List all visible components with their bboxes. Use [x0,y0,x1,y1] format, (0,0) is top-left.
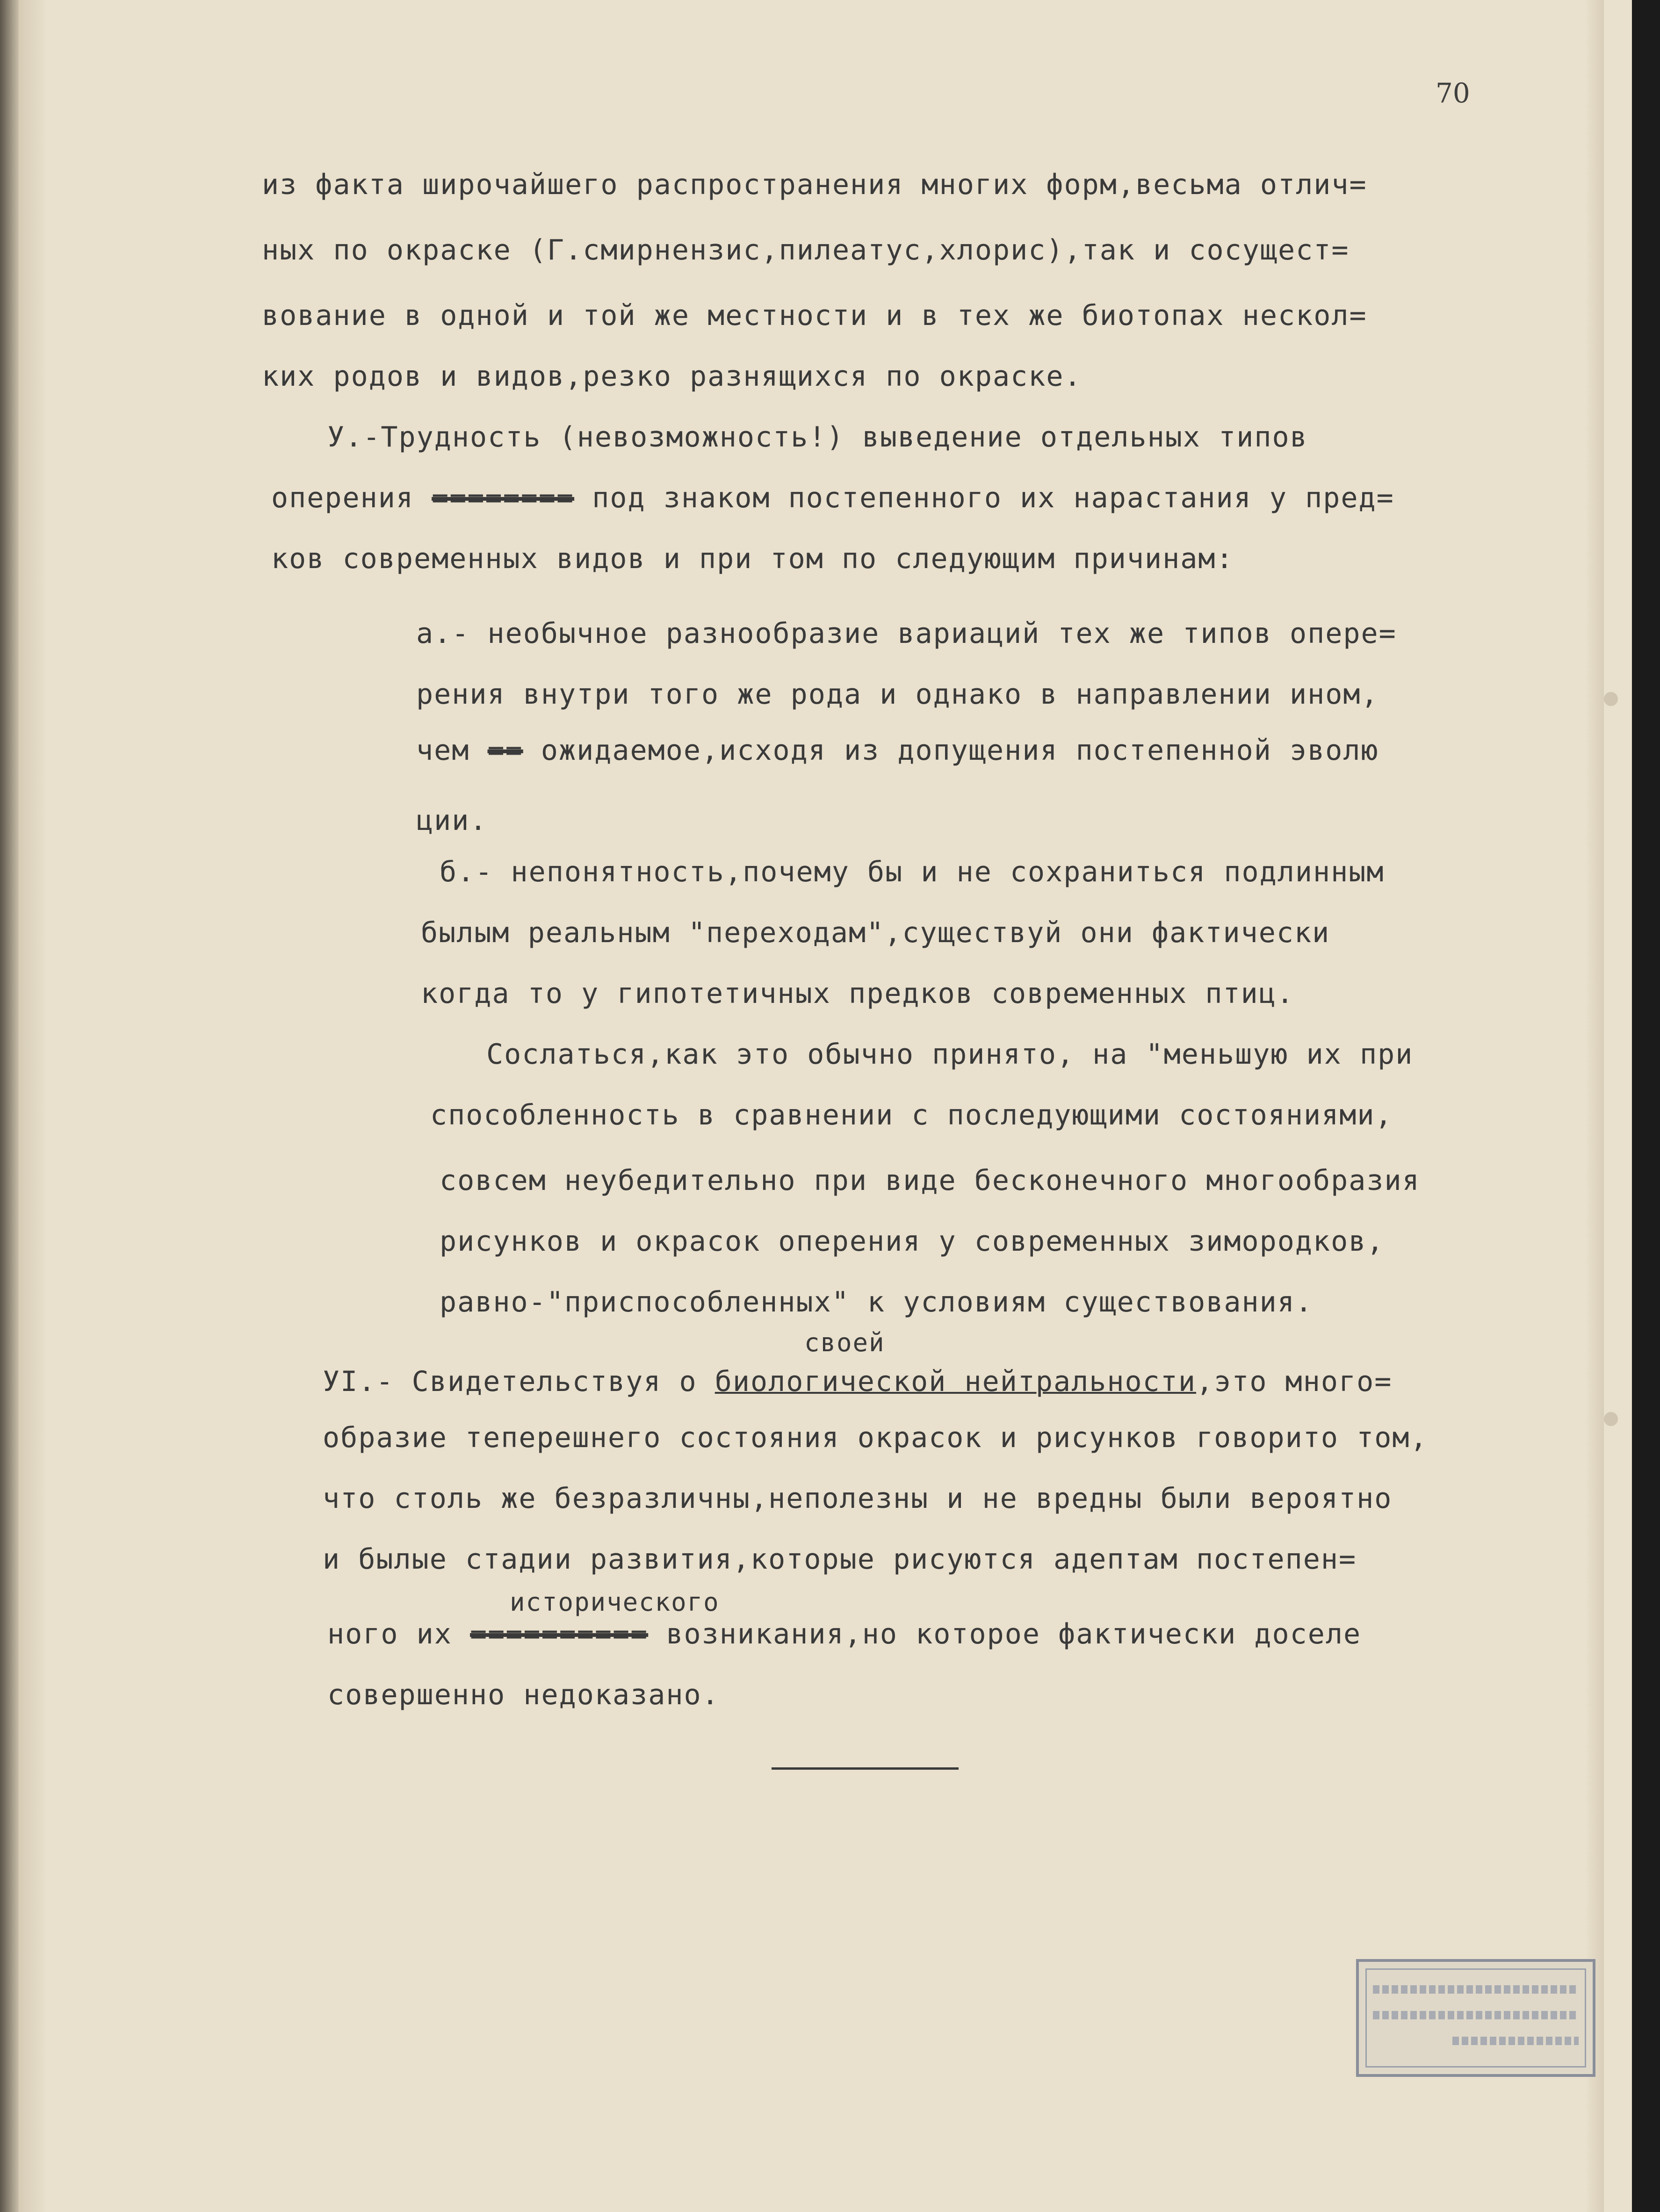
text-line: былым реальным "переходам",существуй они фактически [421,916,1330,949]
punch-mark [1604,692,1618,706]
text-line: вование в одной и той же местности и в тех же биотопах нескол= [262,299,1367,332]
text-line: б.- непонятность,почему бы и не сохраниться подлинным [440,856,1385,888]
stamp-text [1373,2011,1579,2019]
handwritten-insert: своей [804,1328,885,1357]
text-line: что столь же безразличны,неполезны и не вредны были вероятно [323,1482,1393,1515]
text-line: образие теперешнего состояния окрасок и рисунков говорито том, [323,1421,1428,1454]
text-line [271,482,1394,514]
text-line: способленность в сравнении с последующими состояниями, [430,1099,1393,1131]
text-line: ных по окраске (Г.смирнензис,пилеатус,хлорис),так и сосущест= [262,234,1350,267]
binding-shadow [0,0,19,2212]
text-line [416,734,1379,767]
handwritten-insert: исторического [510,1587,720,1617]
text-line: ции. [416,804,488,837]
text-line: а.- необычное разнообразие вариаций тех же типов опере= [416,617,1397,650]
end-rule [772,1767,959,1770]
page-fold [19,0,47,2212]
text-fragment: под знаком постепенного их нарастания у пред= [592,482,1394,514]
struck-word: ========== [470,1618,649,1650]
text-fragment: ного их [327,1618,452,1650]
text-line: ких родов и видов,резко разнящихся по окраске. [262,360,1082,393]
archive-stamp [1356,1959,1595,2077]
underlined-phrase: биологической нейтральности [715,1365,1197,1398]
text-line: рисунков и окрасок оперения у современных зимородков, [440,1225,1385,1258]
text-line: когда то у гипотетичных предков современных птиц. [421,977,1295,1010]
struck-word: == [487,734,523,767]
text-line [323,1365,1392,1398]
text-fragment: УІ.- Свидетельствуя о [323,1365,697,1398]
text-line: рения внутри того же рода и однако в направлении ином, [416,678,1379,711]
page-edge [1585,0,1604,2212]
text-fragment: оперения [271,482,414,514]
text-line: ков современных видов и при том по следующим причинам: [271,542,1234,575]
text-line: равно-"приспособленных" к условиям существования. [440,1286,1314,1319]
text-line: из факта широчайшего распространения многих форм,весьма отлич= [262,168,1367,201]
stamp-text [1452,2037,1579,2045]
text-line: совсем неубедительно при виде бесконечного многообразия [440,1164,1420,1197]
page-number: 70 [1436,77,1470,109]
text-fragment: возникания,но которое фактически доселе [666,1618,1362,1650]
text-line [327,1618,1361,1650]
text-line: У.-Трудность (невозможность!) выведение отдельных типов [327,421,1308,454]
punch-mark [1604,1412,1618,1426]
stamp-text [1373,1985,1579,1994]
text-line: совершенно недоказано. [327,1679,720,1711]
text-fragment: ,это много= [1196,1365,1393,1398]
text-fragment: чем [416,734,470,767]
struck-word: ======== [432,482,575,514]
text-fragment: ожидаемое,исходя из допущения постепенной эволю [541,734,1379,767]
text-line: и былые стадии развития,которые рисуются адептам постепен= [323,1543,1357,1576]
text-line: Сослаться,как это обычно принято, на "меньшую их при [486,1038,1414,1071]
